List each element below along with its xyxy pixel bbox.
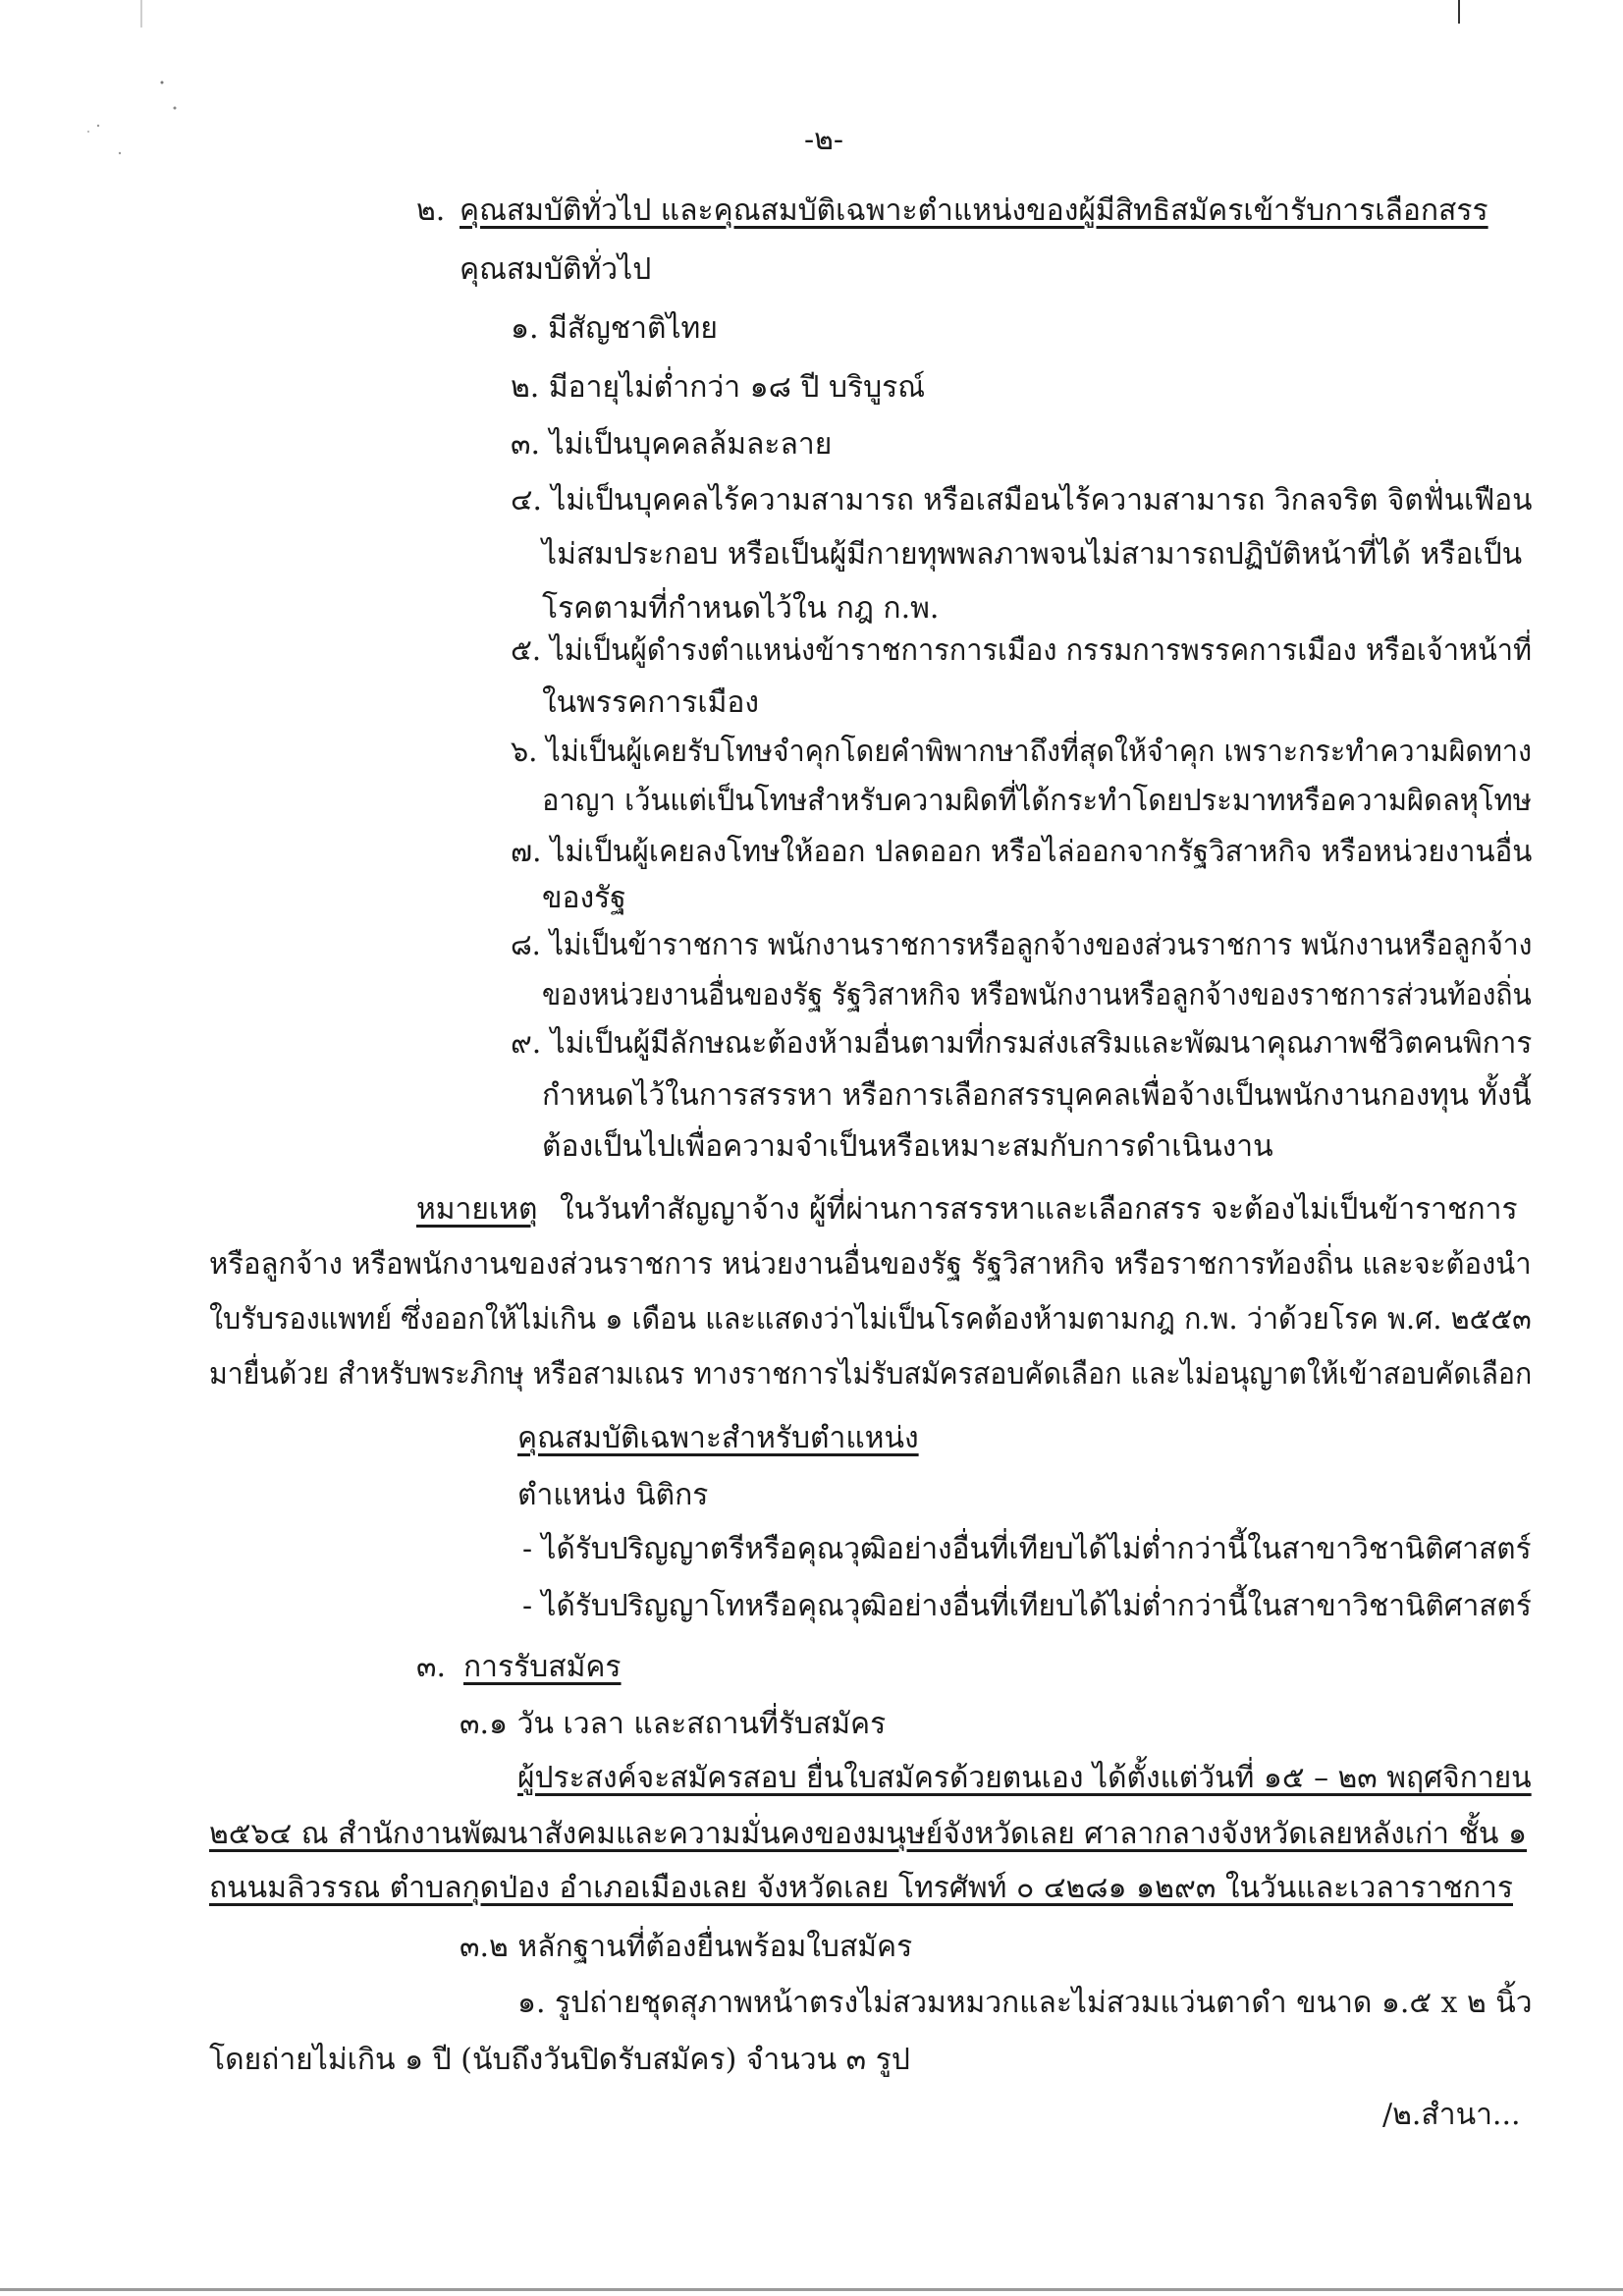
- continuation-marker: /๒.สำนา...: [1382, 2098, 1521, 2132]
- note-text: หรือลูกจ้าง หรือพนักงานของส่วนราชการ หน่วยงานอื่นของรัฐ รัฐวิสาหกิจ หรือราชการท้องถิ่น และจะต้องนำ: [209, 1247, 1532, 1282]
- note-text: ใบรับรองแพทย์ ซึ่งออกให้ไม่เกิน ๑ เดือน และแสดงว่าไม่เป็นโรคต้องห้ามตามกฎ ก.พ. ว่าด้วยโรค พ.ศ. ๒๕๕๓: [209, 1302, 1532, 1337]
- page-edge-line: [140, 0, 142, 27]
- note-text: มายื่นด้วย สำหรับพระภิกษุ หรือสามเณร ทางราชการไม่รับสมัครสอบคัดเลือก และไม่อนุญาตให้เข้าสอบคัดเลือก: [209, 1357, 1533, 1392]
- subsection-title: คุณสมบัติทั่วไป: [460, 252, 652, 287]
- list-item: - ได้รับปริญญาโทหรือคุณวุฒิอย่างอื่นที่เทียบได้ไม่ต่ำกว่านี้ในสาขาวิชานิติศาสตร์: [522, 1589, 1532, 1623]
- list-item: ๔. ไม่เป็นบุคคลไร้ความสามารถ หรือเสมือนไร้ความสามารถ วิกลจริต จิตฟั่นเฟือน: [511, 483, 1533, 518]
- section-heading: การรับสมัคร: [463, 1650, 622, 1684]
- page-edge-line: [1458, 0, 1460, 24]
- list-item: ๙. ไม่เป็นผู้มีลักษณะต้องห้ามอื่นตามที่กรมส่งเสริมและพัฒนาคุณภาพชีวิตคนพิการ: [511, 1026, 1533, 1061]
- page-number: -๒-: [804, 123, 844, 157]
- subsection-title: ๓.๒ หลักฐานที่ต้องยื่นพร้อมใบสมัคร: [460, 1930, 913, 1964]
- section-number: ๓.: [416, 1650, 447, 1684]
- list-item-continuation: อาญา เว้นแต่เป็นโทษสำหรับความผิดที่ได้กระทำโดยประมาทหรือความผิดลหุโทษ: [542, 784, 1532, 818]
- paragraph-line: ๑. รูปถ่ายชุดสุภาพหน้าตรงไม่สวมหมวกและไม่สวมแว่นตาดำ ขนาด ๑.๕ x ๒ นิ้ว: [517, 1986, 1533, 2020]
- list-item: ๖. ไม่เป็นผู้เคยรับโทษจำคุกโดยคำพิพากษาถึงที่สุดให้จำคุก เพราะกระทำความผิดทาง: [511, 735, 1533, 769]
- list-item-continuation: ในพรรคการเมือง: [542, 685, 760, 720]
- list-item: ๓. ไม่เป็นบุคคลล้มละลาย: [511, 427, 833, 462]
- list-item: ๕. ไม่เป็นผู้ดำรงตำแหน่งข้าราชการการเมือง กรรมการพรรคการเมือง หรือเจ้าหน้าที่: [511, 633, 1533, 668]
- paragraph-line: ๒๕๖๔ ณ สำนักงานพัฒนาสังคมและความมั่นคงของมนุษย์จังหวัดเลย ศาลากลางจังหวัดเลยหลังเก่า ชั้น ๑: [209, 1817, 1528, 1851]
- seal-fragment: [741, 0, 830, 6]
- subsection-title: คุณสมบัติเฉพาะสำหรับตำแหน่ง: [517, 1421, 919, 1455]
- list-item-continuation: โรคตามที่กำหนดไว้ใน กฎ ก.พ.: [542, 591, 940, 626]
- list-item-continuation: ต้องเป็นไปเพื่อความจำเป็นหรือเหมาะสมกับการดำเนินงาน: [542, 1129, 1273, 1164]
- paragraph-line: โดยถ่ายไม่เกิน ๑ ปี (นับถึงวันปิดรับสมัคร) จำนวน ๓ รูป: [209, 2043, 910, 2077]
- list-item: - ได้รับปริญญาตรีหรือคุณวุฒิอย่างอื่นที่เทียบได้ไม่ต่ำกว่านี้ในสาขาวิชานิติศาสตร์: [522, 1532, 1532, 1566]
- paragraph-line: ผู้ประสงค์จะสมัครสอบ ยื่นใบสมัครด้วยตนเอง ได้ตั้งแต่วันที่ ๑๕ – ๒๓ พฤศจิกายน: [517, 1761, 1532, 1795]
- list-item-continuation: กำหนดไว้ในการสรรหา หรือการเลือกสรรบุคคลเพื่อจ้างเป็นพนักงานกองทุน ทั้งนี้: [542, 1078, 1532, 1113]
- list-item: ๗. ไม่เป็นผู้เคยลงโทษให้ออก ปลดออก หรือไล่ออกจากรัฐวิสาหกิจ หรือหน่วยงานอื่น: [511, 835, 1533, 869]
- subsection-title: ๓.๑ วัน เวลา และสถานที่รับสมัคร: [460, 1707, 887, 1741]
- list-item: ๒. มีอายุไม่ต่ำกว่า ๑๘ ปี บริบูรณ์: [511, 370, 926, 405]
- list-item: ๘. ไม่เป็นข้าราชการ พนักงานราชการหรือลูกจ้างของส่วนราชการ พนักงานหรือลูกจ้าง: [511, 928, 1533, 962]
- page-bottom-line: [0, 2288, 1623, 2291]
- section-heading: คุณสมบัติทั่วไป และคุณสมบัติเฉพาะตำแหน่งของผู้มีสิทธิสมัครเข้ารับการเลือกสรร: [460, 193, 1488, 228]
- paragraph-line: ถนนมลิวรรณ ตำบลกุดป่อง อำเภอเมืองเลย จังหวัดเลย โทรศัพท์ ๐ ๔๒๘๑ ๑๒๙๓ ในวันและเวลาราชการ: [209, 1871, 1513, 1905]
- list-item-continuation: ของหน่วยงานอื่นของรัฐ รัฐวิสาหกิจ หรือพนักงานหรือลูกจ้างของราชการส่วนท้องถิ่น: [542, 978, 1532, 1012]
- section-number: ๒.: [416, 193, 446, 228]
- scan-specks: [69, 69, 196, 167]
- list-item: ๑. มีสัญชาติไทย: [511, 311, 718, 346]
- position-line: ตำแหน่ง นิติกร: [517, 1478, 709, 1512]
- note-label: หมายเหตุ: [416, 1192, 538, 1227]
- list-item-continuation: ไม่สมประกอบ หรือเป็นผู้มีกายทุพพลภาพจนไม่สามารถปฏิบัติหน้าที่ได้ หรือเป็น: [542, 537, 1523, 572]
- note-text: ในวันทำสัญญาจ้าง ผู้ที่ผ่านการสรรหาและเลือกสรร จะต้องไม่เป็นข้าราชการ: [560, 1192, 1518, 1227]
- list-item-continuation: ของรัฐ: [542, 881, 626, 915]
